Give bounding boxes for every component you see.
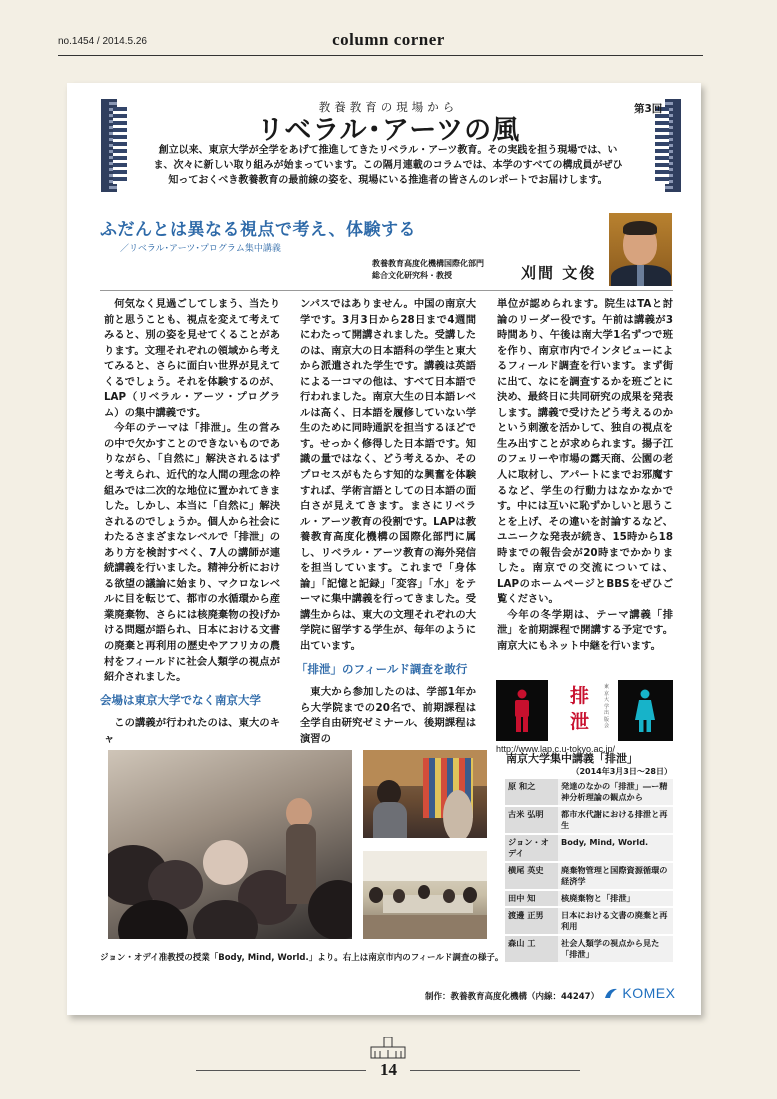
lecturer-name: 田中 知 — [505, 890, 558, 907]
section-title: column corner — [332, 30, 445, 49]
series-title: リベラル･アーツの風 — [256, 115, 521, 146]
article-head-rule — [100, 290, 673, 291]
lecturer-name: 古米 弘明 — [505, 806, 558, 834]
schedule-title: 南京大学集中講義「排泄」 — [506, 752, 638, 765]
schedule-dates: （2014年3月3日～28日） — [571, 767, 672, 776]
lecturer-name: 横尾 英史 — [505, 862, 558, 890]
lecturer-name: 森山 工 — [505, 935, 558, 963]
article-subtitle: ／リベラル･アーツ･プログラム集中講義 — [120, 244, 281, 254]
lecturer-name: 渡邊 正男 — [505, 907, 558, 935]
portrait-hair — [623, 221, 657, 235]
issue-number: no.1454 / 2014.5.26 — [58, 36, 147, 47]
paragraph: 東大から参加したのは、学部1年から大学院までの20名で、前期課程は全学自由研究ゼミナール、後期課程は演習の — [300, 686, 476, 745]
affiliation-line-1: 教養教育高度化機構国際化部門 — [372, 259, 484, 268]
poster-panel-female — [618, 680, 673, 741]
section-heading: 「排泄」のフィールド調査を敢行 — [296, 661, 468, 676]
paragraph: 今年の冬学期は、テーマ講義「排泄」を前期課程で開講する予定です。南京大にもネット中継を行います。 — [497, 608, 673, 653]
article-title: ふだんとは異なる視点で考え、体験する — [100, 220, 417, 240]
header-rule — [58, 55, 703, 56]
lecture-topic: Body, Mind, World. — [558, 834, 673, 862]
author-name: 刈間 文俊 — [521, 264, 597, 282]
female-pictogram-icon — [634, 689, 656, 733]
table-row — [505, 779, 673, 806]
lecture-topic: 発達のなかの「排泄」―ー精神分析理論の観点から — [558, 779, 673, 806]
komex-logo — [604, 985, 675, 1001]
series-installment: 第3回 — [634, 103, 663, 115]
author-affiliation — [372, 258, 542, 282]
table-row — [505, 907, 673, 935]
portrait-tie — [637, 265, 644, 286]
lecture-schedule-table — [505, 779, 673, 964]
lap-website-link[interactable]: http://www.lap.c.u-tokyo.ac.jp/ — [496, 744, 616, 754]
table-row — [505, 806, 673, 834]
poster-vertical-text: 東京大学出版会 — [604, 684, 610, 729]
lecture-poster-image — [496, 680, 673, 741]
lecturer-name: ジョン・オデイ — [505, 834, 558, 862]
komex-logo-text: KOMEX — [622, 985, 676, 1001]
article-column-1 — [100, 297, 280, 747]
production-credit: 制作：教養教育高度化機構（内線：44247） — [425, 992, 600, 1002]
poster-panel-male — [496, 680, 548, 741]
lecture-topic: 社会人類学の視点から見た「排泄」 — [558, 935, 673, 963]
komex-mark-icon — [604, 987, 618, 999]
paragraph: 今年のテーマは「排泄」。生の営みの中で欠かすことのできないものでありながら、「自然に」解決されるはずと考えられ、近代的な人間の理念の枠組みでは二次的な地位に置かれてきました。しかし、本当に「自然に」解決されるのでしょうか。個人から社会にわたるさまざまなレベルで「排泄」のあり方を検討すべく、7人の講師が連続講義を行いました。精神分析における欲望の議論に始まり、マクロなレベルに目を転じて、都市の水循環から産業廃棄物、さらには核廃棄物の投げかける問題が語られ、日本における文書の廃棄と再利用の歴史やアフリカの農村をフィールドに社会人類学の視点が紹介されました。 — [104, 422, 280, 684]
lecture-topic: 核廃棄物と「排泄」 — [558, 890, 673, 907]
paragraph: この講義が行われたのは、東大のキャ — [104, 717, 280, 745]
paragraph: 単位が認められます。院生はTAと討論のリーダー役です。午前は講義が3時間あり、午後は南大学1名ずつで班を作り、南京市内でインタビューによるフィールド調査を行います。まず街に出て、なにを調査するかを班ごとに決め、最終日に共同研究の成果を発表します。講義で受けたどう考えるのかという刺激を活かして、独自の視点を生み出すことが求められます。揚子江のフェリーや市場の露天商、公園の老人に取材し、アパートにまでお邪魔するなど、学生の行動力はなかなかです。中には互いに恥ずかしいと思うことを上げ、その違いを討論するなど、ユニークな発表が続き、15時から18時までの報告会が20時までかかりました。南京での交流については、LAPのホームページとBBSをぜひご覧ください。 — [497, 298, 673, 606]
table-row — [505, 862, 673, 890]
poster-title: 排泄 — [570, 685, 590, 733]
male-pictogram-icon — [512, 689, 532, 733]
poster-panel-title — [548, 680, 618, 741]
classroom-photo — [108, 750, 352, 939]
field-survey-photo — [363, 750, 487, 838]
affiliation-line-2: 総合文化研究科・教授 — [372, 271, 452, 280]
paragraph: ンパスではありません。中国の南京大学です。3月3日から28日まで4週間にわたって開講されました。受講したのは、南京大の日本語科の学生と東大から派遣された学生です。講義は英語による一コマの他は、すべて日本語で行われました。南京大生の日本語レベルは高く、日本語を履修していない学生のために同時通訳を担当するほどです。せっかく修得した日本語です。知識の量ではなく、どう考えるか、そのプロセスがもたらす知的な興奮を体験すれば、学術言語としての日本語の面白さが見えてきます。まさにリベラル・アーツ教育の役割です。LAPは教養教育高度化機構の国際化部門に属し、リベラル・アーツ教育の海外発信を担当しています。これまで「身体論」「記憶と記録」「変容」「水」をテーマに集中講義を行ってきました。受講生からは、東大の文理それぞれの大学院に留学する学生が、毎年のように出ています。 — [300, 298, 476, 653]
paragraph: 何気なく見過ごしてしまう、当たり前と思うことも、視点を変えて考えてみると、別の姿を見せてくることがあります。文理それぞれの領域から考えてみると、さらに面白い世界が見えてくるでしょう。それを体験するのが、LAP（リベラル・アーツ・プログラム）の集中講義です。 — [104, 298, 280, 419]
table-row — [505, 890, 673, 907]
lecture-topic: 廃棄物管理と国際資源循環の経済学 — [558, 862, 673, 890]
series-kicker: 教養教育の現場から — [318, 100, 459, 114]
lecture-topic: 日本における文書の廃棄と再利用 — [558, 907, 673, 935]
section-heading: 会場は東京大学でなく南京大学 — [100, 692, 261, 707]
article-column-3 — [497, 297, 673, 655]
article-column-2 — [296, 297, 476, 747]
table-row — [505, 834, 673, 862]
photo-caption: ジョン・オデイ准教授の授業「Body, Mind, World.」より。右上は南京市内のフィールド調査の様子。 — [100, 953, 504, 963]
seminar-room-photo — [363, 851, 487, 939]
page-number: 14 — [380, 1060, 397, 1079]
author-portrait — [609, 213, 672, 286]
yasuda-auditorium-icon — [369, 1037, 407, 1059]
lecture-topic: 都市水代謝における排泄と再生 — [558, 806, 673, 834]
series-intro: 創立以来、東京大学が全学をあげて推進してきたリベラル・アーツ教育。その実践を担う現場では、いま、次々に新しい取り組みが始まっています。この隔月連載のコラムでは、本学のすべての構成員がぜひ知っておくべき教養教育の最前線の姿を、現場にいる推進者の皆さんのレポートでお届けします。 — [153, 145, 623, 186]
lecturer-name: 原 和之 — [505, 779, 558, 806]
table-row — [505, 935, 673, 963]
